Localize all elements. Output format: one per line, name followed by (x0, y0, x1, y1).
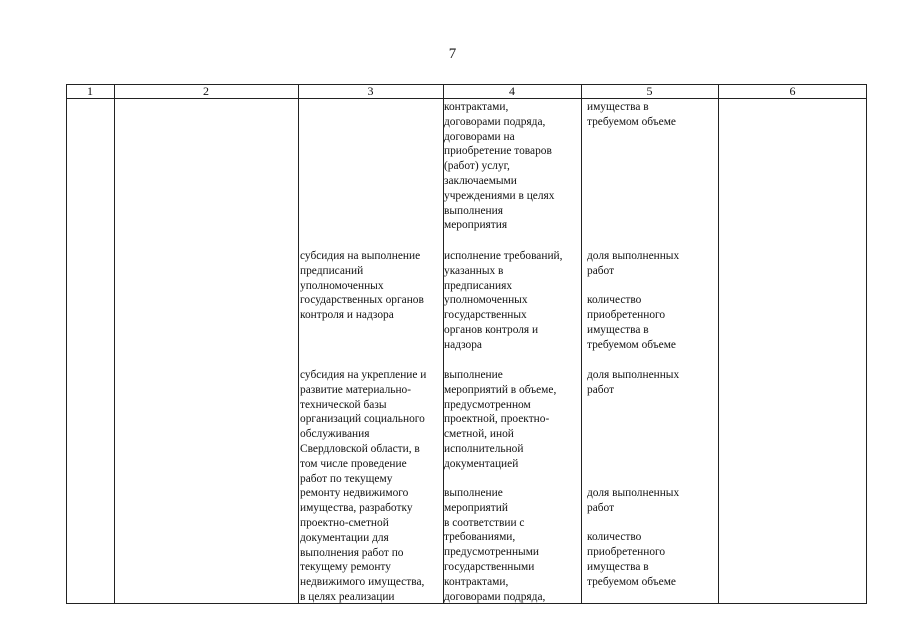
column-divider (581, 84, 582, 604)
indicator-cell: доля выполненных работ количество приобретенного имущества в требуемом объеме (587, 250, 680, 351)
header-row-divider (66, 98, 867, 99)
column-header-1: 1 (87, 84, 93, 98)
column-header-5: 5 (646, 84, 653, 98)
column-header-4: 4 (509, 84, 515, 98)
subsidy-cell: субсидия на выполнение предписаний уполномоченных государственных органов контроля и надзора (300, 250, 424, 322)
result-cell: исполнение требований, указанных в предписаниях уполномоченных государственных органов контроля и надзора (444, 250, 563, 351)
result-cell: выполнение мероприятий в объеме, предусмотренном проектной, проектно- сметной, иной исполнительной документацией (444, 369, 557, 470)
result-cell: контрактами, договорами подряда, договорами на приобретение товаров (работ) услуг, заключаемыми учреждениями в целях выполнения мероприятия (444, 101, 555, 232)
column-divider (298, 84, 299, 604)
column-header-6: 6 (789, 84, 796, 98)
column-divider (114, 84, 115, 604)
indicator-cell: доля выполненных работ количество приобретенного имущества в требуемом объеме (587, 487, 680, 588)
column-header-3: 3 (367, 84, 374, 98)
result-cell: выполнение мероприятий в соответствии с требованиями, предусмотренными государственными контрактами, договорами подряда, (444, 487, 546, 603)
page-number: 7 (448, 46, 457, 62)
indicator-cell: имущества в требуемом объеме (587, 101, 676, 128)
indicator-cell: доля выполненных работ (587, 369, 680, 396)
column-header-2: 2 (203, 84, 209, 98)
column-divider (718, 84, 719, 604)
subsidy-cell: субсидия на укрепление и развитие материально- технической базы организаций социального обслуживания Свердловской области, в том числе проведение работ по текущему ремонту недвижимого имущества, разработку проектно-сметной документации для выполнения работ по текущему ремонту недвижимого имущества, в целях реализации (300, 369, 427, 603)
